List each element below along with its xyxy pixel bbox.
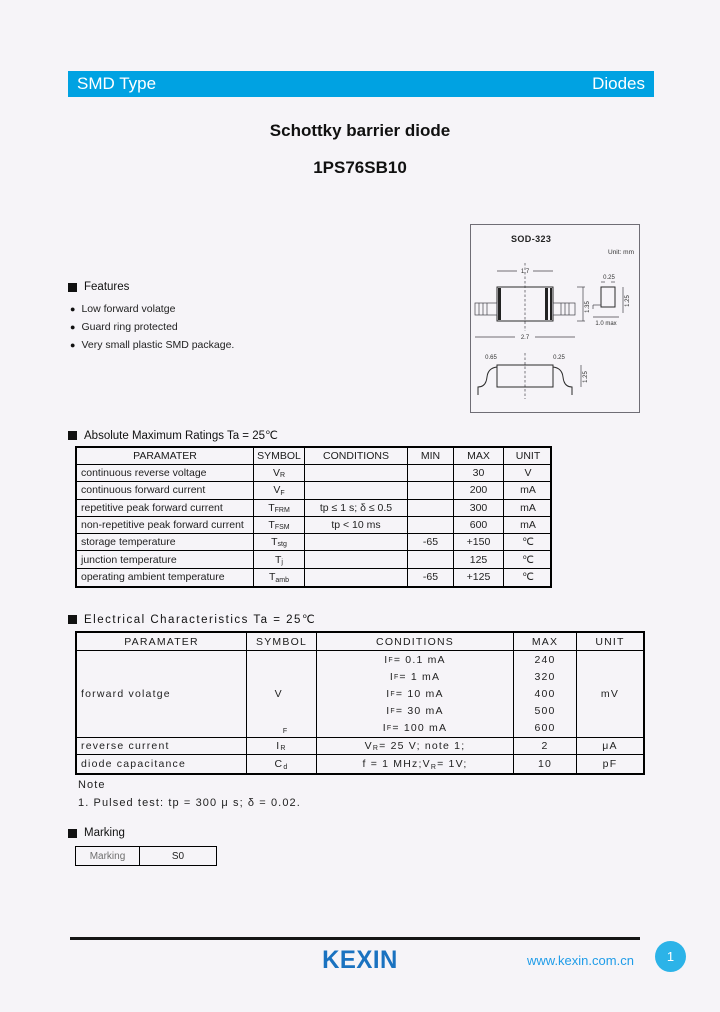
forward-voltage-max-values: 240 320 400 500 600 [534, 653, 556, 735]
header-right-label: Diodes [592, 74, 645, 93]
note-text: 1. Pulsed test: tp = 300 μ s; δ = 0.02. [78, 797, 301, 809]
bullet-icon: ● [70, 322, 76, 332]
feature-item: ● Guard ring protected [70, 321, 178, 333]
bullet-icon: ● [70, 304, 76, 314]
table-row: repetitive peak forward current T $_{FRM}$ tp ≤ 1 s; δ ≤ 0.5 300 mA [77, 500, 550, 517]
absolute-maximum-ratings-table [75, 446, 552, 588]
table-header-row: PARAMATER SYMBOL CONDITIONS MAX UNIT [77, 633, 643, 651]
electrical-characteristics-table [75, 631, 645, 775]
svg-text:2.7: 2.7 [520, 335, 530, 341]
note-heading: Note [78, 779, 106, 791]
website-link[interactable]: www.kexin.com.cn [527, 953, 634, 968]
forward-voltage-conditions: I F = 0.1 mA I F = 1 mA I F = 10 mA I F = 30 mA I F = 100 mA [382, 653, 448, 735]
table-row: continuous reverse voltage V $_R$ 30 V [77, 465, 550, 482]
table-row: storage temperature T $_{stg}$ -65 +150 ℃ [77, 534, 550, 551]
section-square-icon [68, 283, 77, 292]
bullet-icon: ● [70, 340, 76, 350]
svg-text:1.25: 1.25 [625, 295, 631, 307]
ec-heading: Electrical Characteristics Ta = 25℃ [68, 612, 316, 626]
part-number: 1PS76SB10 [313, 158, 407, 177]
footer-divider [70, 937, 640, 940]
marking-code-cell: S0 [171, 850, 185, 862]
header-left-label: SMD Type [77, 74, 157, 93]
table-row: operating ambient temperature T $_{amb}$ -65 +125 ℃ [77, 569, 550, 586]
diode-capacitance-row: diode capacitance C $_d$ f = 1 MHz; V $_R$ = 1V; 10 pF [77, 755, 643, 772]
table-row: continuous forward current V $_F$ 200 mA [77, 482, 550, 499]
svg-text:0.25: 0.25 [553, 355, 565, 361]
marking-heading: Marking [68, 827, 125, 839]
header-bar [68, 71, 654, 97]
section-square-icon [68, 829, 77, 838]
marking-label-cell: Marking [76, 847, 140, 865]
features-list [70, 300, 234, 354]
table-header-row: PARAMATER SYMBOL CONDITIONS MIN MAX UNIT [77, 448, 550, 465]
features-heading: Features [68, 281, 129, 293]
package-unit-label: Unit: mm [608, 249, 634, 256]
package-name: SOD-323 [511, 234, 552, 244]
reverse-current-row: reverse current I $_R$ V $_R$ = 25 V; note 1; 2 μA [77, 738, 643, 755]
feature-item: ● Very small plastic SMD package. [70, 339, 235, 351]
forward-voltage-row: forward volatge V F I F = 0.1 mA I F = 1 mA I F = 10 mA I F = 30 mA I F = 100 mA 240 320 400 500 600 mV [77, 651, 643, 738]
package-outline-drawing [473, 257, 637, 409]
package-drawing-box [470, 224, 640, 413]
kexin-logo: KEXIN [322, 946, 398, 974]
svg-text:1.0 max: 1.0 max [595, 321, 617, 327]
table-row [76, 847, 216, 865]
amr-heading: Absolute Maximum Ratings Ta = 25℃ [68, 428, 278, 442]
svg-text:1.7: 1.7 [520, 269, 530, 275]
table-row: non-repetitive peak forward current T $_{FSM}$ tp < 10 ms 600 mA [77, 517, 550, 534]
page-number-badge: 1 [655, 941, 686, 972]
section-square-icon [68, 431, 77, 440]
document-title: Schottky barrier diode [269, 121, 451, 140]
section-square-icon [68, 615, 77, 624]
svg-text:0.25: 0.25 [603, 275, 615, 281]
svg-text:1.35: 1.35 [585, 301, 591, 313]
feature-item: ● Low forward volatge [70, 303, 176, 315]
table-row: junction temperature T $_j$ 125 ℃ [77, 551, 550, 568]
svg-text:0.65: 0.65 [485, 355, 497, 361]
marking-table [75, 846, 217, 866]
svg-text:1.25: 1.25 [583, 371, 589, 383]
